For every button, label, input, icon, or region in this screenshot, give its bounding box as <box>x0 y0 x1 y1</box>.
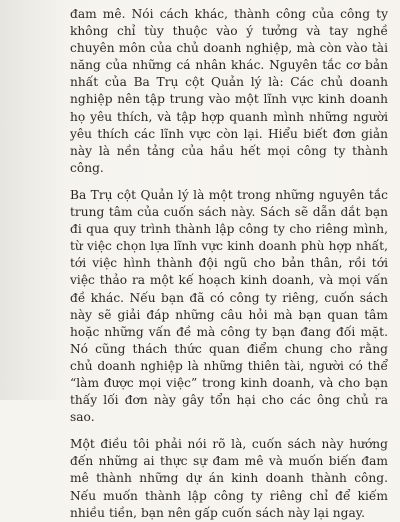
paragraph-2: Ba Trụ cột Quản lý là một trong những nguyên tắc trung tâm của cuốn sách này. Sách sẽ dẫn dắt bạn đi qua quy trình thành lập công ty cho riêng mình, từ việc chọn lựa lĩnh vực kinh doanh phù hợp nhất, tới việc hình thành đội ngũ cho bản thân, rồi tới việc thảo ra một kế hoạch kinh doanh, và mọi vấn đề khác. Nếu bạn đã có công ty riêng, cuốn sách này sẽ giải đáp những câu hỏi mà bạn quan tâm hoặc những vấn đề mà công ty bạn đang đối mặt. Nó cũng thách thức quan điểm chung cho rằng chủ doanh nghiệp là những thiên tài, người có thể “làm được mọi việc” trong kinh doanh, và cho bạn thấy lối đơn này gây tổn hại cho các ông chủ ra sao. <box>70 187 388 425</box>
page-text-block <box>70 6 388 522</box>
paragraph-1: đam mê. Nói cách khác, thành công của công ty không chỉ tùy thuộc vào ý tưởng và tay nghề chuyên môn của chủ doanh nghiệp, mà còn vào tài năng của những cá nhân khác. Nguyên tắc cơ bản nhất của Ba Trụ cột Quản lý là: Các chủ doanh nghiệp nên tập trung vào một lĩnh vực kinh doanh họ yêu thích, và tập hợp quanh mình những người yêu thích các lĩnh vực còn lại. Hiểu biết đơn giản này là nền tảng của hầu hết mọi công ty thành công. <box>70 7 388 175</box>
paragraph-3: Một điều tôi phải nói rõ là, cuốn sách này hướng đến những ai thực sự đam mê và muốn biến đam mê thành những dự án kinh doanh thành công. Nếu muốn thành lập công ty riêng chỉ để kiếm nhiều tiền, bạn nên gấp cuốn sách này lại ngay. <box>70 437 388 520</box>
page-spine-shadow <box>0 0 64 400</box>
